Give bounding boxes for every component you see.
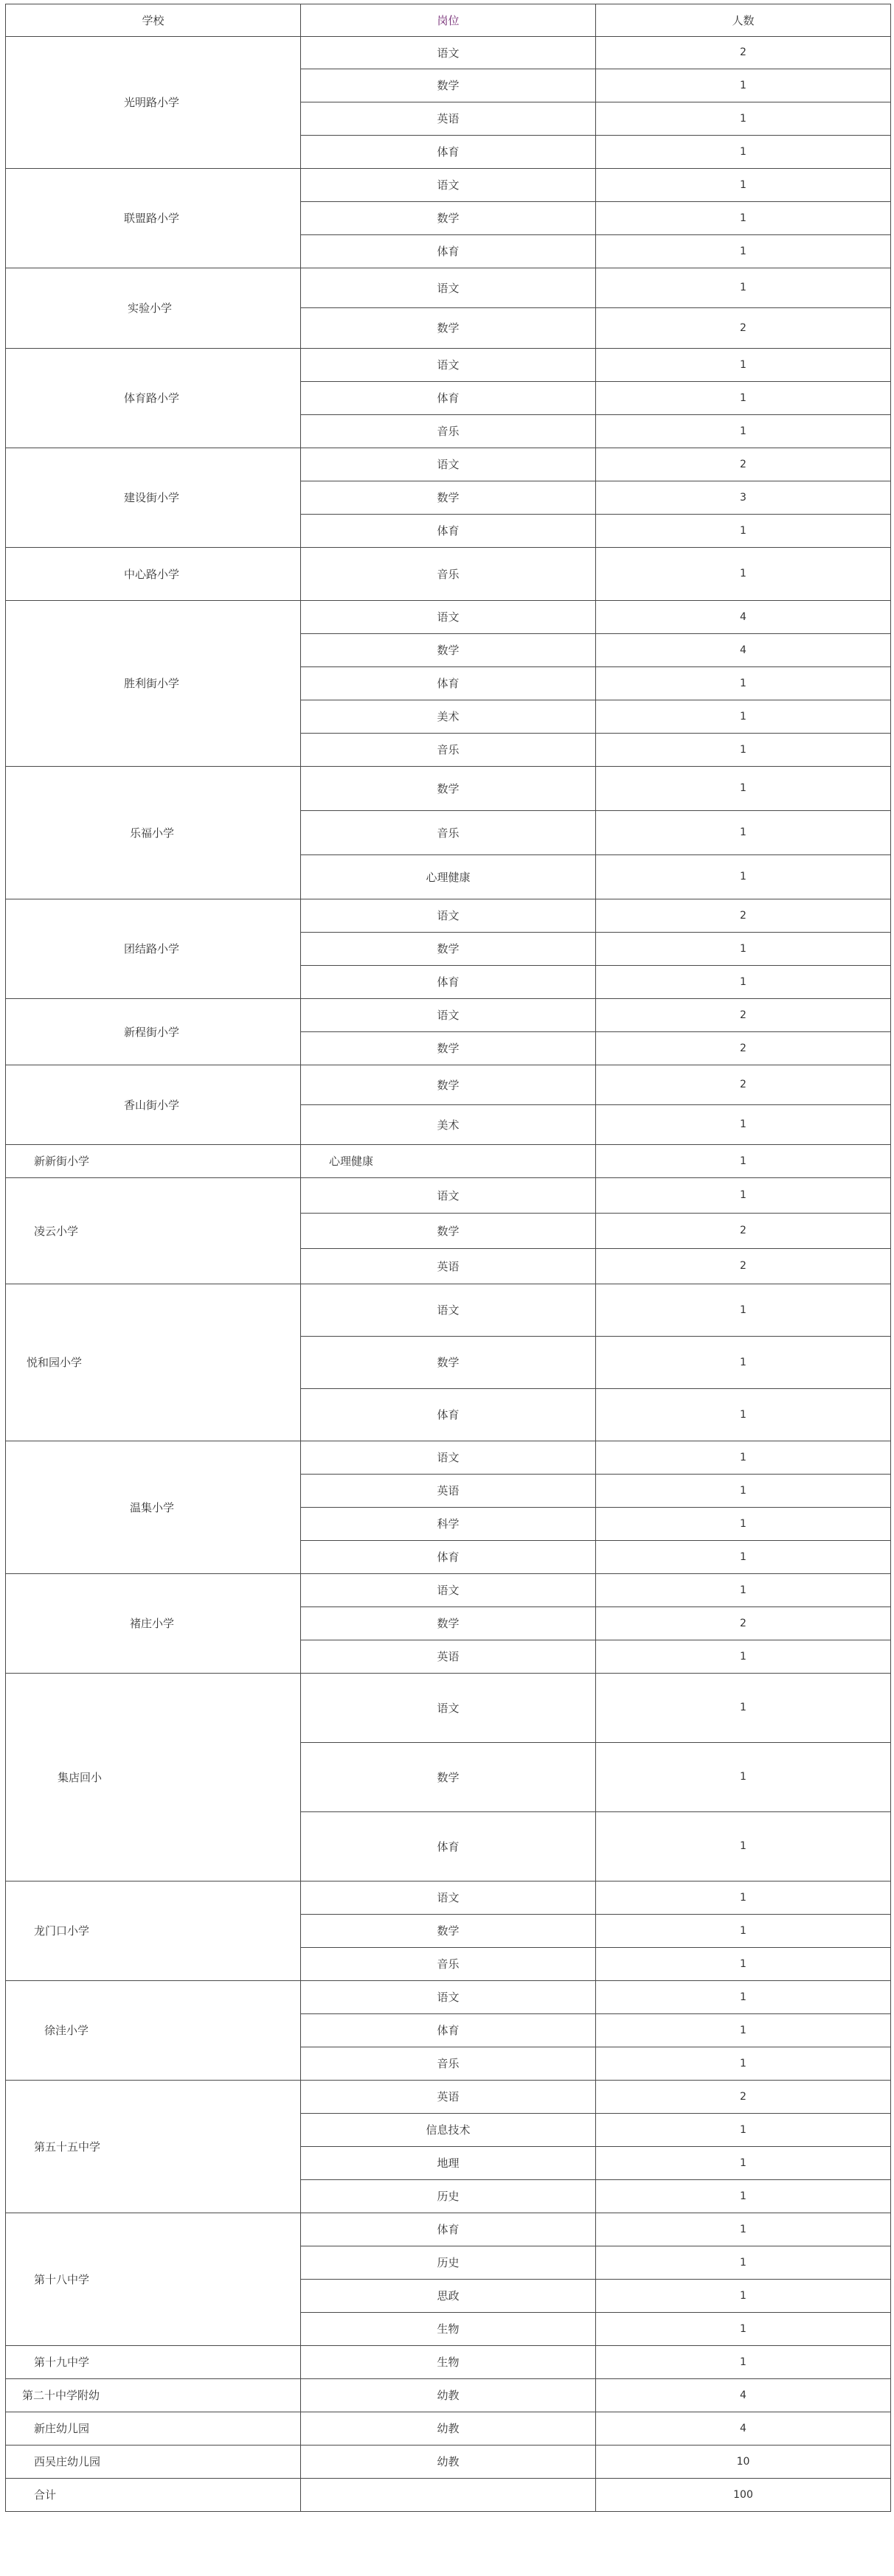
school-name-cell: 新程街小学: [6, 999, 301, 1065]
count-cell: 1: [596, 1508, 891, 1541]
position-cell: 科学: [301, 1508, 596, 1541]
count-cell: 1: [596, 2114, 891, 2147]
total-count: 100: [596, 2479, 891, 2512]
table-row: [6, 1284, 891, 1337]
position-cell: 体育: [301, 1541, 596, 1574]
total-label: 合计: [6, 2479, 301, 2512]
count-cell: 4: [596, 2379, 891, 2412]
total-row: [6, 2479, 891, 2512]
position-cell: 数学: [301, 1915, 596, 1948]
position-cell: 美术: [301, 1105, 596, 1145]
count-cell: 1: [596, 855, 891, 899]
count-cell: 1: [596, 1475, 891, 1508]
position-cell: 英语: [301, 1640, 596, 1674]
position-cell: 美术: [301, 700, 596, 734]
table-row: [6, 2346, 891, 2379]
recruitment-table: [5, 4, 891, 2512]
table-row: [6, 1145, 891, 1178]
table-row: [6, 268, 891, 308]
position-cell: 音乐: [301, 734, 596, 767]
count-cell: 1: [596, 349, 891, 382]
table-row: [6, 448, 891, 481]
count-cell: 1: [596, 136, 891, 169]
count-cell: 1: [596, 1948, 891, 1981]
position-cell: 体育: [301, 382, 596, 415]
count-cell: 1: [596, 2014, 891, 2047]
table-row: [6, 999, 891, 1032]
count-cell: 1: [596, 734, 891, 767]
count-cell: 1: [596, 933, 891, 966]
table-row: [6, 601, 891, 634]
count-cell: 2: [596, 308, 891, 349]
table-row: [6, 1441, 891, 1475]
position-cell: 思政: [301, 2280, 596, 2313]
school-name-cell: 第十八中学: [6, 2213, 301, 2346]
position-cell: 生物: [301, 2346, 596, 2379]
count-cell: 1: [596, 1743, 891, 1812]
school-name-cell: 光明路小学: [6, 37, 301, 169]
table-row: [6, 548, 891, 601]
position-cell: 体育: [301, 136, 596, 169]
count-cell: 1: [596, 966, 891, 999]
position-cell: 语文: [301, 601, 596, 634]
count-cell: 4: [596, 634, 891, 667]
count-cell: 2: [596, 1032, 891, 1065]
position-cell: 语文: [301, 37, 596, 69]
count-cell: 1: [596, 1674, 891, 1743]
school-name-cell: 联盟路小学: [6, 169, 301, 268]
count-cell: 2: [596, 37, 891, 69]
position-cell: 地理: [301, 2147, 596, 2180]
position-cell: 生物: [301, 2313, 596, 2346]
position-cell: 历史: [301, 2246, 596, 2280]
position-cell: 语文: [301, 169, 596, 202]
header-count: 人数: [596, 4, 891, 37]
position-cell: 数学: [301, 1743, 596, 1812]
position-cell: 数学: [301, 767, 596, 811]
count-cell: 2: [596, 448, 891, 481]
school-name-cell: 新庄幼儿园: [6, 2412, 301, 2446]
count-cell: 3: [596, 481, 891, 515]
count-cell: 2: [596, 1214, 891, 1249]
count-cell: 1: [596, 2213, 891, 2246]
position-cell: 数学: [301, 933, 596, 966]
position-cell: 体育: [301, 667, 596, 700]
table-header: [6, 4, 891, 37]
count-cell: 1: [596, 1441, 891, 1475]
school-name-cell: 体育路小学: [6, 349, 301, 448]
position-cell: 心理健康: [301, 855, 596, 899]
position-cell: 英语: [301, 1475, 596, 1508]
position-cell: 体育: [301, 2213, 596, 2246]
table-row: [6, 1574, 891, 1607]
count-cell: 2: [596, 999, 891, 1032]
position-cell: 体育: [301, 966, 596, 999]
table-row: [6, 1981, 891, 2014]
header-school: 学校: [6, 4, 301, 37]
position-cell: 语文: [301, 1881, 596, 1915]
count-cell: 1: [596, 415, 891, 448]
position-cell: 语文: [301, 1981, 596, 2014]
school-name-cell: 悦和园小学: [6, 1284, 301, 1441]
count-cell: 2: [596, 899, 891, 933]
position-cell: 语文: [301, 1674, 596, 1743]
count-cell: 1: [596, 2180, 891, 2213]
position-cell: 语文: [301, 268, 596, 308]
count-cell: 1: [596, 1178, 891, 1214]
position-cell: 数学: [301, 634, 596, 667]
position-cell: 数学: [301, 1032, 596, 1065]
position-cell: 体育: [301, 2014, 596, 2047]
school-name-cell: 中心路小学: [6, 548, 301, 601]
school-name-cell: 乐福小学: [6, 767, 301, 899]
table-row: [6, 349, 891, 382]
position-cell: 音乐: [301, 548, 596, 601]
school-name-cell: 第五十五中学: [6, 2081, 301, 2213]
count-cell: 1: [596, 169, 891, 202]
position-cell: 体育: [301, 235, 596, 268]
table-row: [6, 1065, 891, 1105]
position-cell: 幼教: [301, 2446, 596, 2479]
position-cell: 英语: [301, 102, 596, 136]
school-name-cell: 徐洼小学: [6, 1981, 301, 2081]
position-cell: 英语: [301, 2081, 596, 2114]
position-cell: 英语: [301, 1249, 596, 1284]
count-cell: 1: [596, 667, 891, 700]
count-cell: 1: [596, 811, 891, 855]
count-cell: 1: [596, 2346, 891, 2379]
count-cell: 2: [596, 2081, 891, 2114]
table-body: [6, 37, 891, 2512]
count-cell: 1: [596, 1284, 891, 1337]
position-cell: 语文: [301, 899, 596, 933]
table-row: [6, 767, 891, 811]
school-name-cell: 实验小学: [6, 268, 301, 349]
position-cell: 语文: [301, 1574, 596, 1607]
school-name-cell: 凌云小学: [6, 1178, 301, 1284]
school-name-cell: 龙门口小学: [6, 1881, 301, 1981]
position-cell: 数学: [301, 1337, 596, 1389]
count-cell: 1: [596, 1640, 891, 1674]
count-cell: 2: [596, 1249, 891, 1284]
table-row: [6, 2412, 891, 2446]
position-cell: 幼教: [301, 2412, 596, 2446]
table-row: [6, 2446, 891, 2479]
position-cell: 语文: [301, 1284, 596, 1337]
count-cell: 4: [596, 2412, 891, 2446]
count-cell: 1: [596, 1337, 891, 1389]
count-cell: 1: [596, 1574, 891, 1607]
position-cell: 音乐: [301, 2047, 596, 2081]
school-name-cell: 褚庄小学: [6, 1574, 301, 1674]
count-cell: 4: [596, 601, 891, 634]
table-row: [6, 1674, 891, 1743]
position-cell: 语文: [301, 448, 596, 481]
school-name-cell: 第十九中学: [6, 2346, 301, 2379]
table-row: [6, 169, 891, 202]
count-cell: 1: [596, 767, 891, 811]
school-name-cell: 温集小学: [6, 1441, 301, 1574]
count-cell: 1: [596, 2280, 891, 2313]
count-cell: 1: [596, 1981, 891, 2014]
count-cell: 1: [596, 2313, 891, 2346]
position-cell: 语文: [301, 999, 596, 1032]
count-cell: 1: [596, 1915, 891, 1948]
school-name-cell: 建设街小学: [6, 448, 301, 548]
count-cell: 1: [596, 102, 891, 136]
count-cell: 1: [596, 515, 891, 548]
count-cell: 1: [596, 1389, 891, 1441]
position-cell: 数学: [301, 308, 596, 349]
count-cell: 1: [596, 548, 891, 601]
table-row: [6, 37, 891, 69]
count-cell: 1: [596, 1881, 891, 1915]
table-row: [6, 2379, 891, 2412]
table-row: [6, 899, 891, 933]
position-cell: 信息技术: [301, 2114, 596, 2147]
count-cell: 1: [596, 1812, 891, 1881]
position-cell: 幼教: [301, 2379, 596, 2412]
position-cell: 音乐: [301, 811, 596, 855]
school-name-cell: 第二十中学附幼: [6, 2379, 301, 2412]
count-cell: 1: [596, 700, 891, 734]
position-cell: 数学: [301, 202, 596, 235]
count-cell: 1: [596, 268, 891, 308]
count-cell: 10: [596, 2446, 891, 2479]
position-cell: 数学: [301, 1214, 596, 1249]
count-cell: 2: [596, 1065, 891, 1105]
table-row: [6, 2081, 891, 2114]
count-cell: 2: [596, 1607, 891, 1640]
header-position: 岗位: [301, 4, 596, 37]
table-row: [6, 1178, 891, 1214]
position-cell: 体育: [301, 515, 596, 548]
total-position-cell: [301, 2479, 596, 2512]
count-cell: 1: [596, 382, 891, 415]
count-cell: 1: [596, 1105, 891, 1145]
position-cell: 音乐: [301, 415, 596, 448]
position-cell: 音乐: [301, 1948, 596, 1981]
position-cell: 数学: [301, 481, 596, 515]
table-row: [6, 2213, 891, 2246]
position-cell: 数学: [301, 1065, 596, 1105]
position-cell: 体育: [301, 1389, 596, 1441]
count-cell: 1: [596, 2147, 891, 2180]
count-cell: 1: [596, 235, 891, 268]
count-cell: 1: [596, 1145, 891, 1178]
position-cell: 数学: [301, 1607, 596, 1640]
position-cell: 语文: [301, 1441, 596, 1475]
count-cell: 1: [596, 1541, 891, 1574]
school-name-cell: 新新街小学: [6, 1145, 301, 1178]
school-name-cell: 集店回小: [6, 1674, 301, 1881]
school-name-cell: 团结路小学: [6, 899, 301, 999]
count-cell: 1: [596, 202, 891, 235]
table-row: [6, 1881, 891, 1915]
position-cell: 数学: [301, 69, 596, 102]
school-name-cell: 胜利街小学: [6, 601, 301, 767]
position-cell: 历史: [301, 2180, 596, 2213]
count-cell: 1: [596, 2246, 891, 2280]
count-cell: 1: [596, 69, 891, 102]
position-cell: 语文: [301, 1178, 596, 1214]
header-row: [6, 4, 891, 37]
position-cell: 语文: [301, 349, 596, 382]
position-cell: 心理健康: [301, 1145, 596, 1178]
school-name-cell: 香山街小学: [6, 1065, 301, 1145]
count-cell: 1: [596, 2047, 891, 2081]
position-cell: 体育: [301, 1812, 596, 1881]
school-name-cell: 西吴庄幼儿园: [6, 2446, 301, 2479]
